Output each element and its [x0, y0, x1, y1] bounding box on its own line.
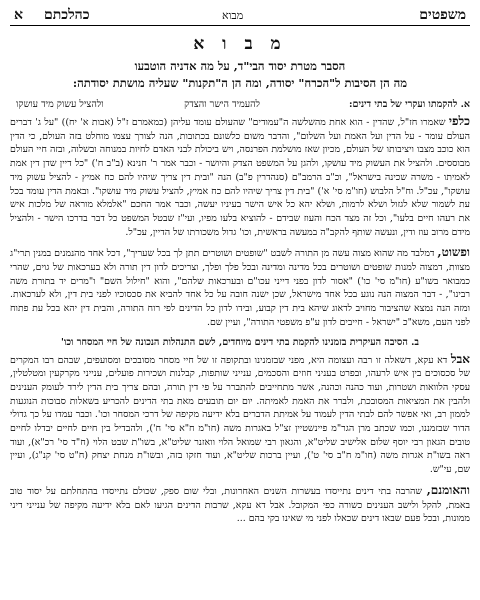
paragraph-text: דמלבד מה שהוא מצוה עשה מן התורה לשבט "שופטים ושוטרים תתן לך בכל שעריך", דכל אחד מהנמנים במנין תרי"ג מצוות, דמצוה למנות שופטים ושוטרים בכל מדינה ומדינה ובכל פלך ופלך, וצריכים לדון דין תורה ולא בערכאות של גוים, שהרי כמבואר בשו"ע (חו"מ סי' כו') "אסור לדון בפני דייני עכו"ם ובערכאות שלהם", והוא "חילול השם" ו"מרים יד בתורת משה רבינו", - דבר המצוה הנה נוגע בכל אחד מישראל, שכן ישנה חובה על כל אחד להביא את סכסוכיו לפני בית דין, ולא לערכאות. ומזה הנה נמצא שהציבור מחויב לדאוג שיהא בית דין קבוע, ובידו לדון כל הדינים לפי רוח התורה, והבית דין יהא בכל עת פתוח לפני העם, משא"כ "ישראל - חייבים לדון ע"פ משפטי התורה", ועיין שם.	[10, 248, 470, 328]
header-book-subtitle: כהלכתם	[44, 7, 90, 23]
paragraph	[10, 484, 470, 526]
paragraph-text: שאמרו חז"ל, שהדין - הוא אחת מהשלשה ה"עמודים" שהעולם עומד עליהן (כמאמרם ז"ל (אבות א' יח)) "על ג' דברים העולם עומד - על הדין ועל האמת ועל השלום", והדבר משום כלשונם בכתובות, הנה לצורך עצמו מוחלט בזה העולם, כי הדין הוא כוכב מצבו ויציבותו של העולם, מכיון שאז מושלמת הפרנסה, ויש ביכולת לבני האדם לחיות במנוחה ובשלוה, ובזה חיי העולם מבוססים. ולהציל את העשוק מיד עושקו, ולהגן על המשפט הצדק והיושר - וכבר אמר ר' חנינא (ב"ב ח') "כל דיין שדן דין אמת לאמיתו - משרה שכינה בישראל", וכ"ב הרמב"ם (סנהדרין פ"ב) הנה "ובית דין צריך שיהיו להם כח אמיץ - להציל עשוק מיד עושקו", עכ"ל. וח"ל הלבוש (חו"מ סי' א') "בית דין צריך שיהיו להם כח אמיץ, להציל עשוק מיד עושקו". ובאמת הדין עומד בכל עת לשמור שלא לגזול ושלא לרמות, ושלא יהא כל איש הישר בעיניו יעשה, וכבר אמר החכם "אלמלא מוראה של מלכות איש את רעהו חיים בלעו", וכל זה מצד הכח והעוז שבידם - להוציא בלעו מפיו, ועי"ז שבטל המשפט כל דבר בדרכו הישר - ולהציל מידם מרוב עוז ודין, ונעשה שותף להקב"ה במעשה בראשית, וכו' גדול משכורתו של הדיין, עכ"ל.	[10, 117, 470, 238]
paragraph	[10, 353, 470, 477]
section-heading-b	[10, 336, 470, 350]
paragraph-lead-word: אבל	[450, 351, 470, 366]
paragraph	[10, 246, 470, 329]
section-heading-a-sub: להעמיד הישר והצדק	[184, 99, 260, 110]
header-section-name: מבוא	[222, 9, 244, 22]
running-header	[10, 4, 470, 26]
document-page	[10, 4, 470, 596]
paragraph-lead-word: ופשוט,	[437, 245, 470, 260]
page-title: מ ב ו א	[193, 34, 287, 54]
section-heading-b-title: ב. הסיבה העיקרית בזמנינו להקמת בתי דינים מיוחדים, לשם התנהלות הנכונה של חיי המסחר וכו'	[61, 336, 419, 348]
header-book-title: משפטים	[419, 7, 466, 23]
paragraph	[10, 115, 470, 239]
paragraph-lead-word: כלפי	[448, 114, 470, 128]
subtitle-line: מה הן הסיבות ל"הכרח" יסודה, ומה הן ה"תקנות" שעליה מושתת יסודתה:	[72, 76, 408, 90]
paragraph-text: דא עקא, דשאלה זו רבה ועצומה היא, מפני שבזמנינו ובתקופה זו של חיי מסחר מסובכים ומסועפים, שבהם רבו המקרים של סכסוכים בין איש לרעהו, ובפרט בעניני חוזים והסכמים, ענייני שותפות, קבלנות ושכירות פועלים, ענייני מקרקעין ומטלטלין, עסקי הלוואות ושטרות, ועוד כהנה וכהנה, אשר מתחייבים להתברר על פי דין תורה, ובהם צריך בית הדין לירד לעומק הענינים ולהבין את המציאות המסובכת, ולברר את האמת לאמיתה. יום יום תובעים מאת בתי הדינים להכריע בשאלות סבוכות הנוגעות לממון רב, ואי אפשר להם לבתי הדין לעמוד על אמיתת הדברים בלא ידיעה מקיפה של דרכי המסחר וכו'. וכבר עמדו על כך גדולי הדור שבזמננו, וכמו שכתב מרן הגר"מ פיינשטיין זצ"ל באגרות משה (חו"מ ח"א סי' ח'), ולהבדיל בין חיים לחיים יבדלו לחיים טובים הגאון רבי יוסף שלום אלישיב שליט"א, והגאון רבי שמואל הלוי וואזנר שליט"א, בשו"ת שבט הלוי (ח"ד סי' רכ"א), ועוד ראה בשו"ת אגרות משה (חו"מ ח"ב סי' ט'), ועיין ברכות שליט"א, ועוד חזקו בזה, ובשו"ת מנחת יצחק (ח"ט סי' קנ"ג), ועיין שם, עי"ש.	[10, 354, 470, 476]
paragraph-lead-word: והאומנם,	[426, 482, 470, 497]
header-page-letter: א	[14, 7, 23, 23]
section-heading-a-title: א. להקמתו ועקרי של בתי דינים:	[349, 99, 470, 110]
section-heading-a	[10, 98, 470, 112]
section-heading-a-note: ולהציל עשוק מיד עושקו	[16, 99, 104, 110]
subtitle-line: הסבר מטרת יסוד הבי"ד, על מה אדניה הוטבעו	[134, 59, 346, 73]
paragraph-text: שהרבה בתי דינים נתייסדו בעשרות השנים האחרונות, ובלי שום ספק, שכולם נתייסדו בהתחלתם על יסוד טוב באמת, להקל ולישב הענינים כשורה כפי המקובל. אבל דא עקא, שרבות הדינים הגיעו לאם בלא ידיעה מקיפה של ענייני דיני ממונות, ובכל פעם שבאו דינים שכאלו לפני מי שאינו בקי בהם ...	[10, 485, 470, 525]
page-subtitle	[10, 58, 470, 92]
